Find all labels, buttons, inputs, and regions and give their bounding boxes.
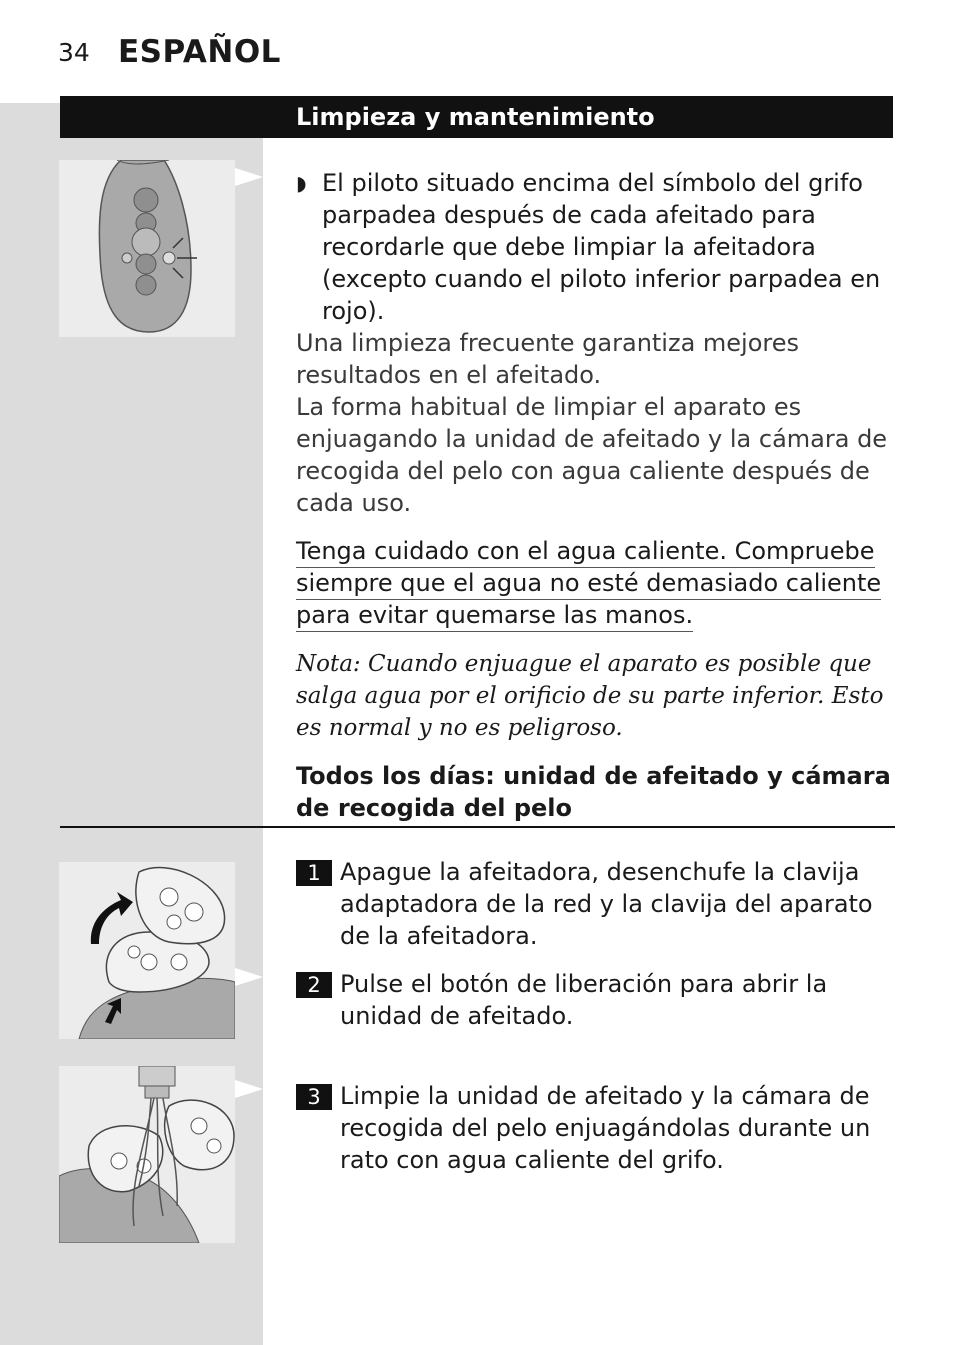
subsection-title: Todos los días: unidad de afeitado y cámara de recogida del pelo <box>296 762 891 822</box>
page-number: 34 <box>58 38 90 67</box>
figure-pointer <box>235 968 263 986</box>
step-number-badge: 3 <box>296 1084 332 1110</box>
note-paragraph: Nota: Cuando enjuague el aparato es posible que salga agua por el orificio de su parte inferior. Esto es normal y no es peligroso. <box>296 651 884 741</box>
paragraph-frequent-cleaning: Una limpieza frecuente garantiza mejores resultados en el afeitado. <box>296 329 800 389</box>
step-text: Apague la afeitadora, desenchufe la clavija adaptadora de la red y la clavija del aparato de la afeitadora. <box>340 858 873 950</box>
figure-pointer <box>235 168 263 186</box>
step-text: Pulse el botón de liberación para abrir la unidad de afeitado. <box>340 970 828 1030</box>
bullet-text: El piloto situado encima del símbolo del grifo parpadea después de cada afeitado para recordarle que debe limpiar la afeitadora (excepto cuando el piloto inferior parpadea en rojo). <box>322 169 881 325</box>
paragraph-usual-cleaning: La forma habitual de limpiar el aparato es enjuagando la unidad de afeitado y la cámara de recogida del pelo con agua caliente después de cada uso. <box>296 393 888 517</box>
warning-line-3: para evitar quemarse las manos. <box>296 601 693 632</box>
figure-pointer <box>235 1080 263 1098</box>
step-number-badge: 2 <box>296 972 332 998</box>
open-shaving-unit-illustration <box>59 862 235 1039</box>
language-title: ESPAÑOL <box>118 34 281 70</box>
section-title: Limpieza y mantenimiento <box>296 103 655 131</box>
shaver-indicator-illustration <box>59 160 235 337</box>
step-number-badge: 1 <box>296 860 332 886</box>
step-text: Limpie la unidad de afeitado y la cámara de recogida del pelo enjuagándolas durante un rato con agua caliente del grifo. <box>340 1082 871 1174</box>
rinse-under-tap-illustration <box>59 1066 235 1243</box>
warning-line-2: siempre que el agua no esté demasiado caliente <box>296 569 881 600</box>
bullet-icon: ◗ <box>296 171 307 195</box>
warning-line-1: Tenga cuidado con el agua caliente. Compruebe <box>296 537 875 568</box>
section-divider <box>60 826 895 828</box>
